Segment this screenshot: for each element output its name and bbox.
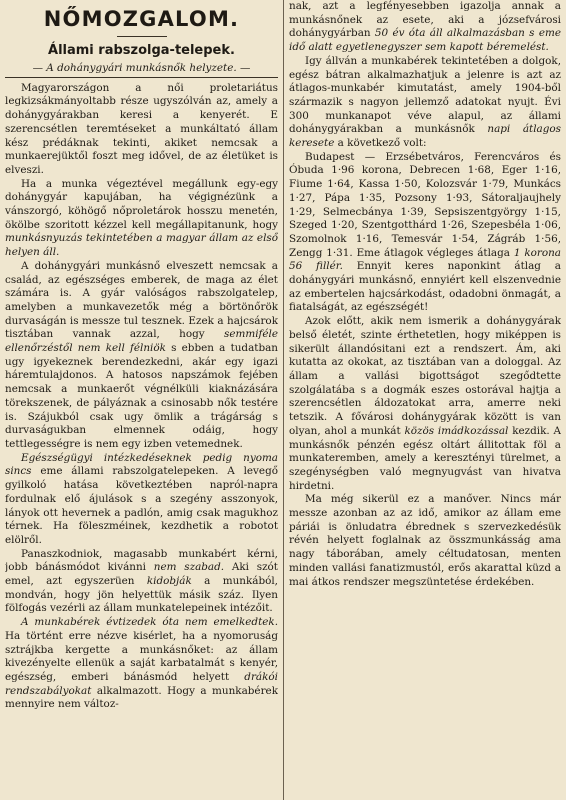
paragraph-factory-gate: Ha a munka végeztével megállunk egy-egy dohánygyár kapujában, ha végignézünk a vánszorgó, köhögő nőproletárok hosszu menetén, ökölbe szoritott kézzel kell megállapitanunk, hogy munkásnyuzás tekintetében a magyar állam az első helyen áll. [5,177,278,259]
left-column [5,0,278,800]
paragraph-intro: Magyarországon a női proletariátus legkizsákmányoltabb része ugyszólván az, amely a dohánygyárakban keresi a kenyerét. E szerencsétlen teremtéseket a munkáltató állam kész prédáknak tekinti, akiket nemcsak a munkaerejüktől foszt meg idővel, de az életüket is elveszi. [5,81,278,176]
paragraph-conclusion: Ma még sikerül ez a manőver. Nincs már messze azonban az az idő, amikor az állam eme páriái is önludatra ébrednek s szervezkedésük révén helyett foglalnak az összmunkásság ama nagy táborában, amely céltudatosan, menten minden vallási fanatizmustól, erős akarattal küzd a mai átkos rendszer megszüntetése érdekében. [289,493,561,588]
paragraph-wages: A munkabérek évtizedek óta nem emelkedtek. Ha történt erre nézve kisérlet, ha a nyomoruság sztrájkba kergette a munkásnőket: az állam kivezényelte ellenük a saját karbatalmát s kenyér, egészség, emberi bánásmód helyett drákói rendszabályokat alkalmazott. Hogy a munkabérek mennyire nem változ- [5,616,278,711]
paragraph-religion: Azok előtt, akik nem ismerik a dohánygyárak belső életét, szinte érthetetlen, hogy miképpen is sikerült állandósitani ezt a rendszert. Ám, aki kutatta az okokat, az tisztában van a dologgal. Az állam a vallási bigottságot szegődtette szolgálatába s a dogmák eszes ostorával hajtja a szerencsétlen áldozatokat arra, amerre neki tetszik. A fővárosi dohánygyárak között is van olyan, ahol a munkát közös imádkozással kezdik. A munkásnők pénzén egész oltárt állitottak föl a munkateremben, amely a keresztényi türelmet, a szegénységben való megnyugvást van hivatva hirdetni. [289,315,561,492]
title-divider [117,36,167,37]
column-divider [283,0,284,800]
article-subtitle: Állami rabszolga-telepek. [48,43,235,58]
paragraph-slave-colony: A dohánygyári munkásnő elveszett nemcsak a család, az egészséges emberek, de maga az élet számára is. A gyár valóságos rabszolgatelep, amelyben a munkavezetők még a börtönőrök durvaságán is messze tul tesznek. Ezek a hajcsárok tisztában vannak azzal, hogy semmiféle ellenőrzéstől nem kell félniök s ebben a tudatban ugy igyekeznek berendezkedni, akár egy igazi háremtulajdonos. A hatosos napszámok fejében nemcsak a munkaerőt végnélküli kiaknázására törekszenek, de pályáznak a csinosabb nők testére is. Szájukból csak ugy ömlik a trágárság s durvaságukban elmennek odáig, hogy tettlegességre is nem egy izben vetemednek. [5,259,278,450]
right-column [289,0,561,800]
paragraph-continuation: nak, azt a legfényesebben igazolja annak a munkásnőnek az esete, aki a józsefvárosi dohánygyárban 50 év óta áll alkalmazásban s eme idő alatt egyetlenegyszer sem kapott béremelést. [289,0,561,54]
article-subhead: — A dohánygyári munkásnők helyzete. — [5,62,278,78]
article-title: NŐMOZGALOM. [43,7,240,31]
paragraph-city-wages: Budapest — Erzsébetváros, Ferencváros és Óbuda 1·96 korona, Debrecen 1·68, Eger 1·16, Fiume 1·64, Kassa 1·50, Kolozsvár 1·79, Munkács 1·27, Pápa 1·35, Pozsony 1·93, Sátoraljaujhely 1·29, Selmecbánya 1·39, Sepsiszentgyörgy 1·15, Szeged 1·20, Szentgotthárd 1·26, Szepesbéla 1·06, Szomolnok 1·16, Temesvár 1·54, Zágráb 1·56, Zengg 1·31. Eme átlagok végleges átlaga 1 korona 56 fillér. Ennyit keres naponkint átlag a dohánygyári munkásnő, ennyiért kell elszenvednie az embertelen hajcsárkodást, odadobni önmagát, a fiatalságát, az egészségét! [289,150,561,314]
paragraph-complaints: Panaszkodniok, magasabb munkabért kérni, jobb bánásmódot kivánni nem szabad. Aki szót emel, azt egyszerüen kidobják a munkából, mondván, hogy jön helyettük másik száz. Ilyen fölfogás vezérli az állam munkatelepeinek intézőit. [5,547,278,615]
paragraph-health: Egészségügyi intézkedéseknek pedig nyoma sincs eme állami rabszolgatelepeken. A levegő gyilkoló hatása következtében napról-napra fordulnak elő ájulások s a szegény asszonyok, lányok ott hevernek a padlón, amig csak magukhoz térnek. Ha föleszméinek, kezdhetik a robotot elölről. [5,451,278,546]
paragraph-wage-statistics: Igy állván a munkabérek tekintetében a dolgok, egész bátran alkalmazhatjuk a jelenre is azt az átlagos-munkabér kimutatást, amely 1904-ből származik s nagyon jellemző adatokat nyujt. Évi 300 munkanapot véve alapul, az állami dohánygyárakban a munkásnők napi átlagos keresete a következő volt: [289,54,561,150]
